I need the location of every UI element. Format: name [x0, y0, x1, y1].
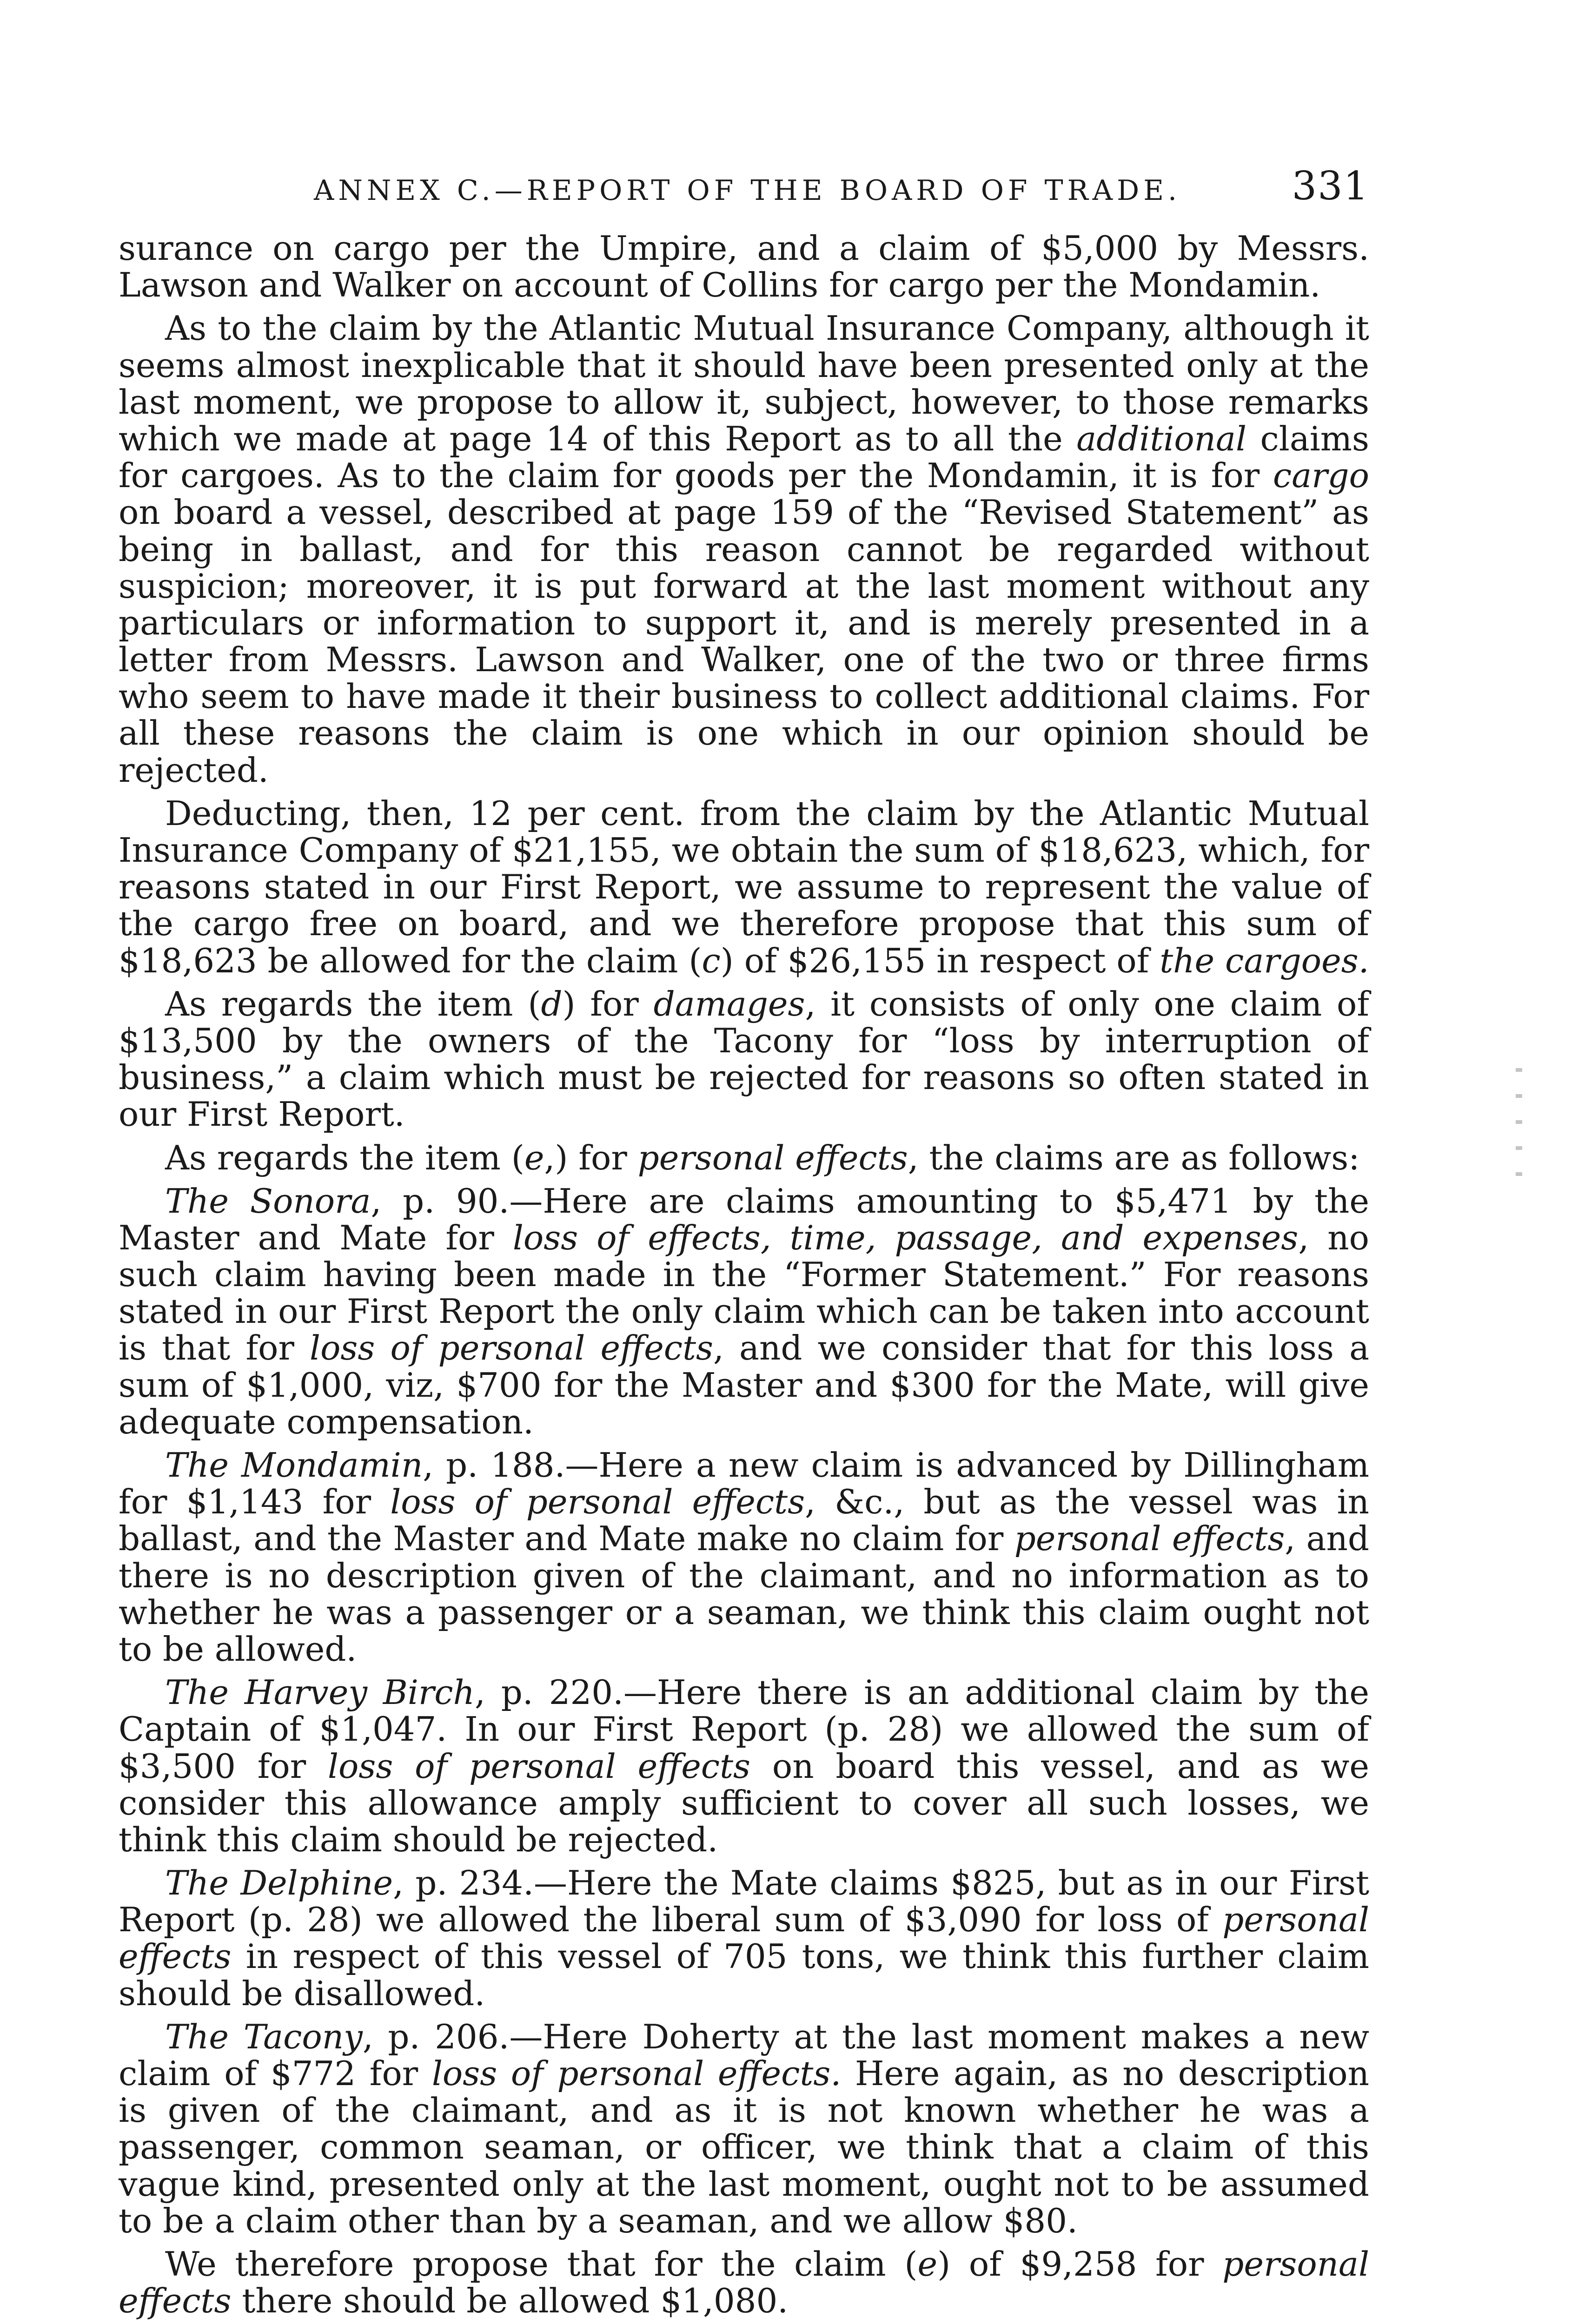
text-run: there should be allowed $1,080. [231, 2281, 789, 2321]
text-run: , p. 234.—Here the Mate claims $825, but as in our First Report (p. 28) we allowed the liberal sum of $3,090 for loss of [119, 1863, 1369, 1940]
italic-text: d [541, 984, 563, 1023]
italic-text: personal effects [637, 1138, 908, 1177]
text-run: ) of $9,258 for [937, 2244, 1223, 2284]
page-number: 331 [1292, 163, 1369, 209]
paragraph [119, 2246, 1369, 2319]
italic-text: loss of personal effects [390, 1482, 805, 1522]
text-run: As to the claim by the Atlantic Mutual Insurance Company, although it seems almost inexplicable that it should have been presented only at the last moment, we propose to allow it, subject, however, to those remarks which we made at page 14 of this Report as to all the [119, 309, 1369, 458]
text-run: ) of $26,155 in respect of [720, 941, 1160, 980]
italic-text: loss of personal effects. [431, 2054, 842, 2093]
text-run: , no such claim having been made in the “Former Statement.” For reasons stated in our First Report the only claim which can be taken into account is that for [119, 1218, 1369, 1368]
italic-text: The Sonora [165, 1181, 371, 1221]
italic-text: e [524, 1138, 544, 1177]
paragraph [119, 310, 1369, 788]
margin-mark [1516, 1094, 1522, 1098]
italic-text: damages [653, 984, 805, 1023]
italic-text: The Tacony [165, 2017, 363, 2056]
paragraph [119, 1140, 1369, 1176]
italic-text: personal effects [1014, 1519, 1285, 1558]
margin-mark [1516, 1172, 1522, 1176]
italic-text: loss of personal effects [310, 1328, 713, 1368]
italic-text: additional [1076, 419, 1246, 458]
text-run: We therefore propose that for the claim ( [165, 2244, 918, 2284]
text-run: on board a vessel, described at page 159 of the “Revised Statement” as being in ballast, and for this reason cannot be regarded without suspicion; moreover, it is put forward at the last moment without any particulars or information to support it, and is merely presented in a letter from Messrs. Lawson and Walker, one of the two or three firms who seem to have made it their business to collect additional claims. For all these reasons the claim is one which in our opinion should be rejected. [119, 493, 1369, 790]
text-run: claims for cargoes. As to the claim for goods per the Mondamin, it is for [119, 419, 1370, 495]
text-run: , &c., but as the vessel was in ballast, and the Master and Mate make no claim for [119, 1482, 1370, 1558]
margin-mark [1516, 1068, 1522, 1072]
body-text [119, 230, 1369, 2324]
margin-mark [1516, 1120, 1522, 1124]
paragraph [119, 1865, 1369, 2012]
italic-text: c [702, 941, 721, 980]
text-run: ,) for [544, 1138, 638, 1177]
running-head [119, 165, 1369, 207]
italic-text: e [917, 2244, 938, 2284]
text-run: , p. 90.—Here are claims amounting to $5,471 by the Master and Mate for [119, 1181, 1370, 1257]
paragraph [119, 1447, 1369, 1668]
paragraph [119, 2019, 1369, 2239]
italic-text: The Mondamin [165, 1446, 423, 1485]
text-run: Here again, as no description is given of the claimant, and as it is not known whether he was a passenger, common seaman, or officer, we think that a claim of this vague kind, presented only at the last moment, ought not to be assumed to be a claim other than by a seaman, and we allow $80. [119, 2054, 1369, 2240]
italic-text: loss of effects, time, passage, and expenses [512, 1218, 1299, 1257]
italic-text: loss of personal effects [328, 1746, 751, 1786]
italic-text: personal effects [119, 2244, 1369, 2321]
paragraph [119, 230, 1369, 304]
paragraph [119, 795, 1369, 979]
italic-text: the cargoes. [1160, 941, 1369, 980]
text-run: surance on cargo per the Umpire, and a claim of $5,000 by Messrs. Lawson and Walker on account of Collins for cargo per the Mondamin. [119, 229, 1369, 305]
margin-marks [1511, 1046, 1530, 1232]
paragraph [119, 1183, 1369, 1440]
running-title: ANNEX C.—REPORT OF THE BOARD OF TRADE. [314, 174, 1181, 207]
text-run: , p. 188.—Here a new claim is advanced by Dillingham for $1,143 for [119, 1446, 1369, 1522]
text-run: on board this vessel, and as we consider this allowance amply sufficient to cover all such losses, we think this claim should be rejected. [119, 1746, 1369, 1859]
text-run: , and we consider that for this loss a sum of $1,000, viz, $700 for the Master and $300 for the Mate, will give adequate compensation. [119, 1328, 1369, 1441]
text-run: , and there is no description given of the claimant, and no information as to whether he was a passenger or a seaman, we think this claim ought not to be allowed. [119, 1519, 1370, 1669]
paragraph [119, 1674, 1369, 1858]
italic-text: personal effects [119, 1900, 1369, 1976]
margin-mark [1516, 1146, 1522, 1150]
text-run: ) for [562, 984, 654, 1023]
text-run: in respect of this vessel of 705 tons, we think this further claim should be disallowed. [119, 1937, 1369, 2013]
italic-text: The Harvey Birch [165, 1673, 475, 1712]
text-run: , p. 206.—Here Doherty at the last moment makes a new claim of $772 for [119, 2017, 1370, 2093]
text-run: As regards the item ( [165, 984, 541, 1023]
text-run: , the claims are as follows: [908, 1138, 1360, 1177]
italic-text: The Delphine [165, 1863, 393, 1903]
text-run: As regards the item ( [165, 1138, 524, 1177]
text-run: , p. 220.—Here there is an additional claim by the Captain of $1,047. In our First Report (p. 28) we allowed the sum of $3,500 for [119, 1673, 1369, 1786]
text-run: , it consists of only one claim of $13,500 by the owners of the Tacony for “loss by interruption of business,” a claim which must be rejected for reasons so often stated in our First Report. [119, 984, 1369, 1134]
text-run: Deducting, then, 12 per cent. from the claim by the Atlantic Mutual Insurance Company of $21,155, we obtain the sum of $18,623, which, for reasons stated in our First Report, we assume to represent the value of the cargo free on board, and we therefore propose that this sum of $18,623 be allowed for the claim ( [119, 793, 1370, 980]
italic-text: cargo [1273, 456, 1369, 495]
paragraph [119, 986, 1369, 1133]
